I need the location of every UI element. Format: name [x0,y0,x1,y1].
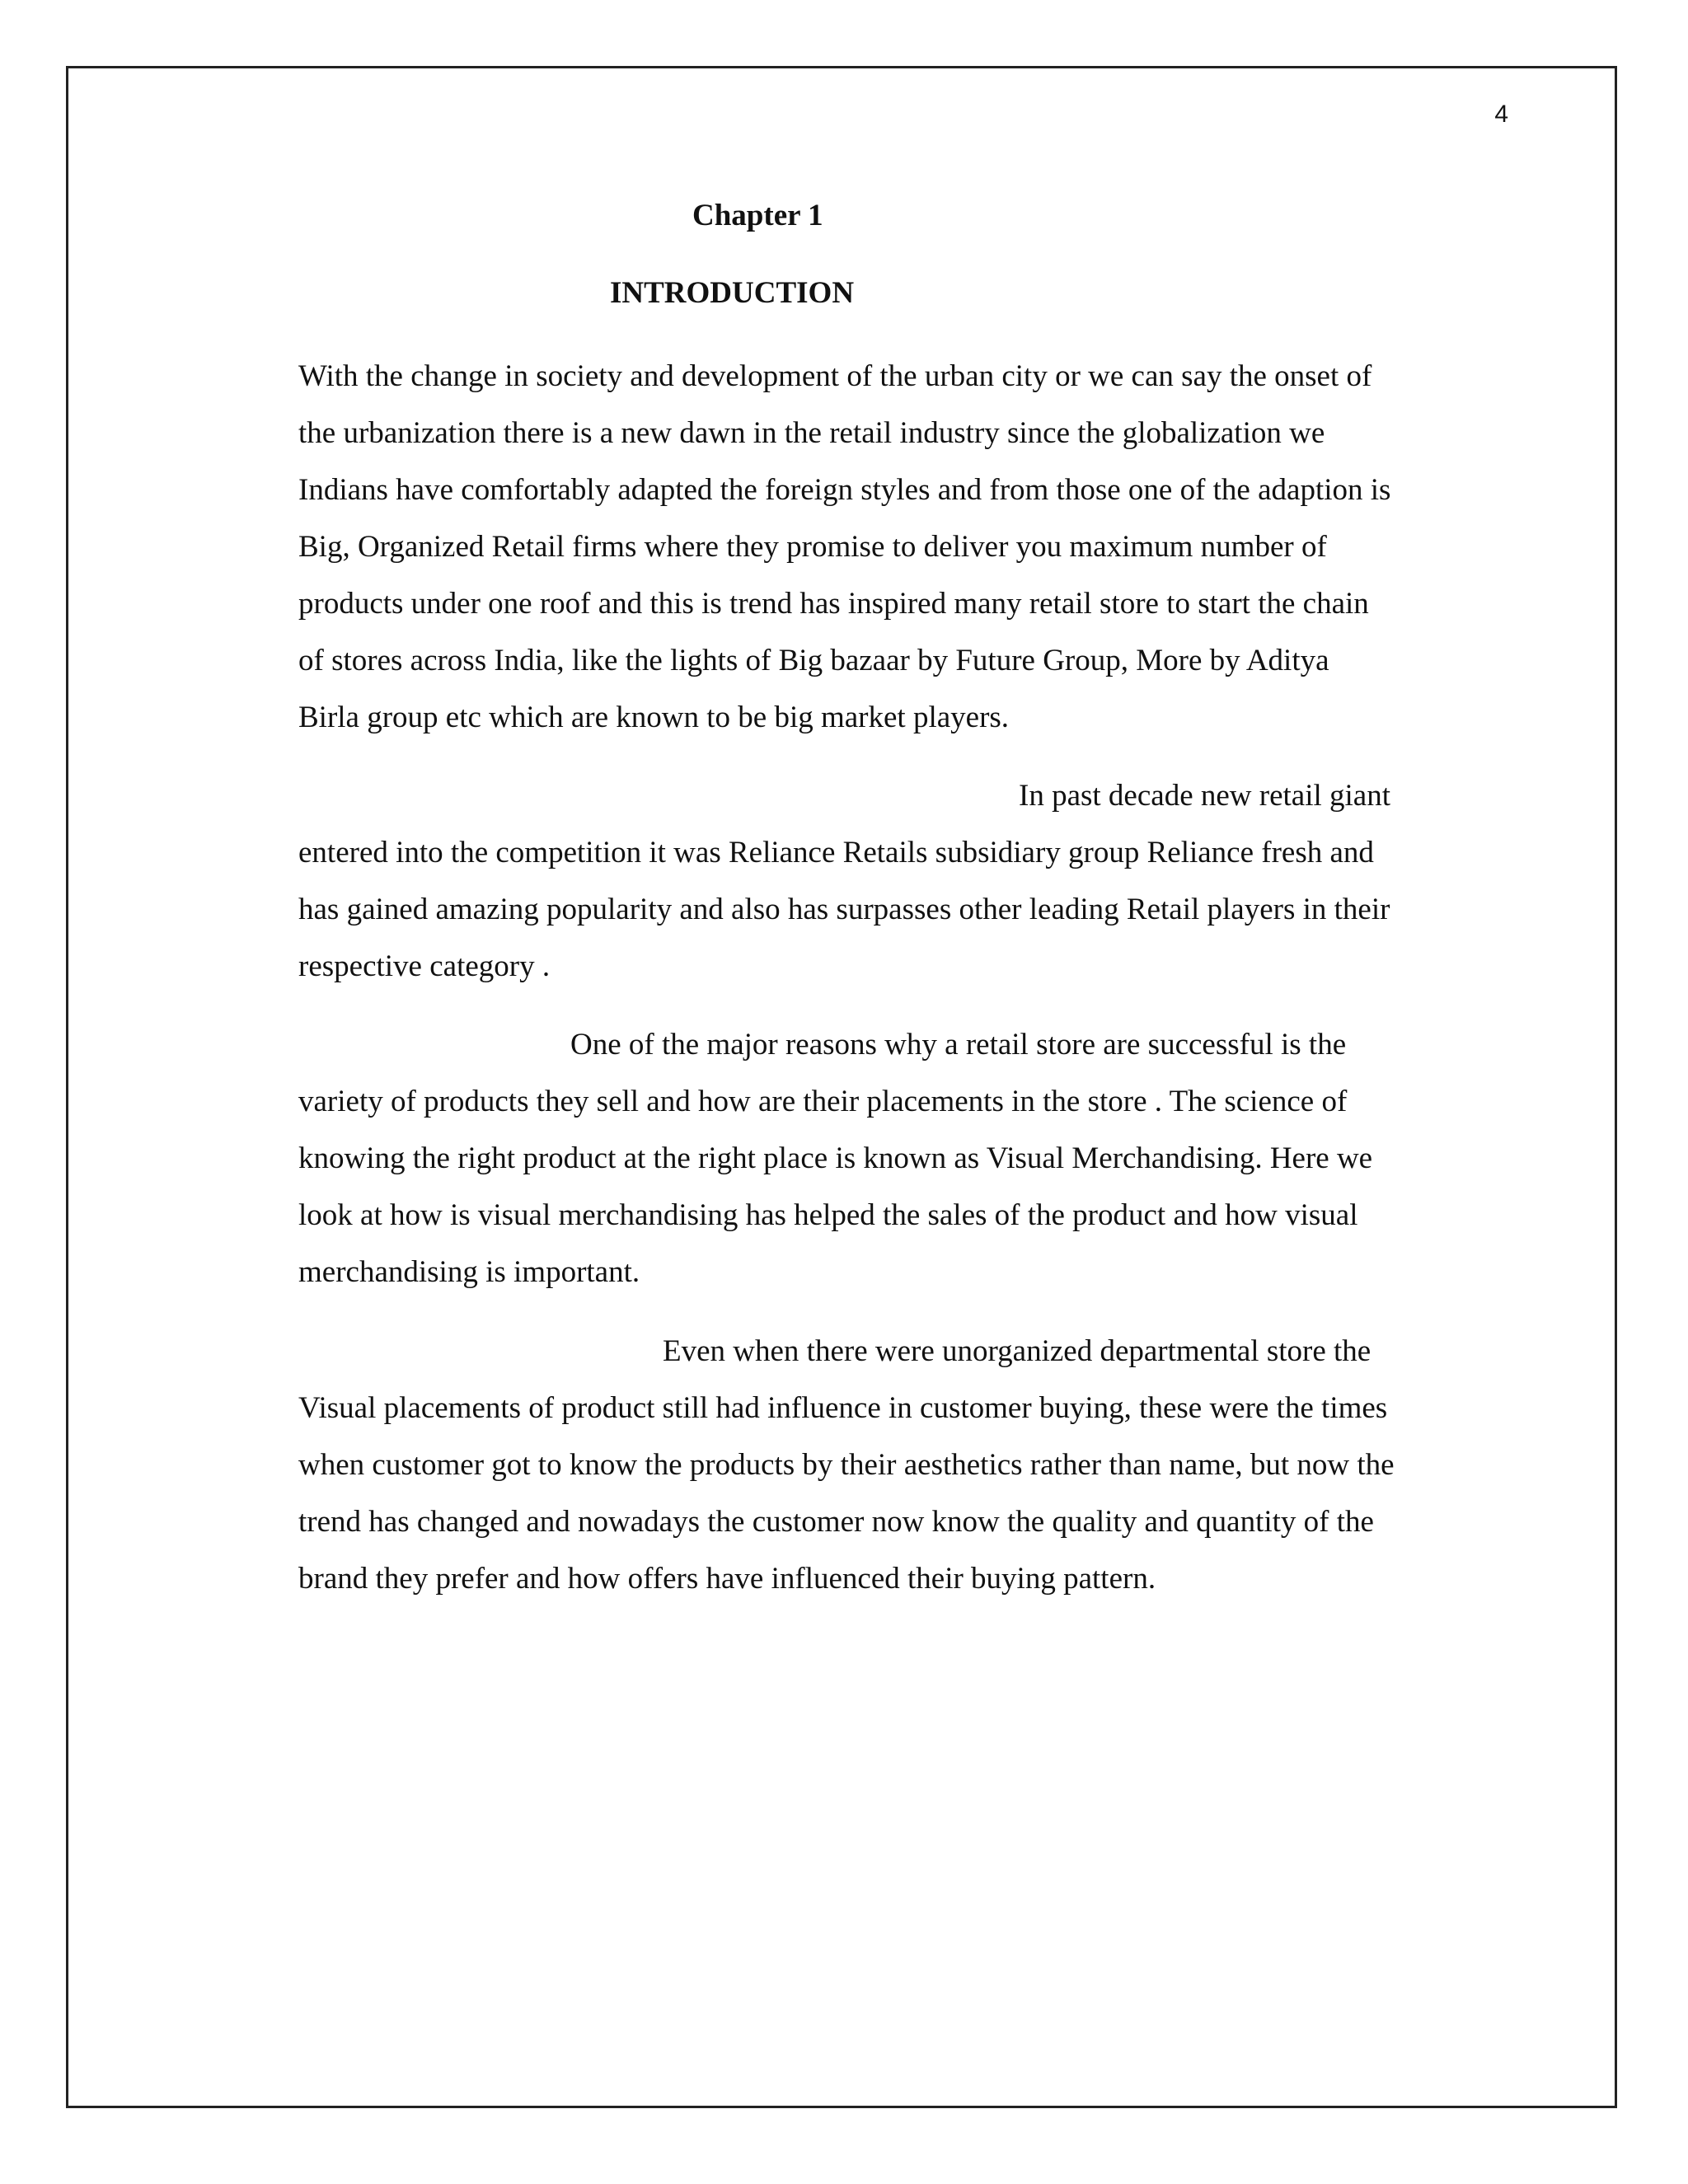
text-line: look at how is visual merchandising has helped the sales of the product and how visual [298,1198,1358,1232]
chapter-title: INTRODUCTION [610,276,855,310]
text-line: trend has changed and nowadays the customer now know the quality and quantity of the [298,1505,1374,1539]
text-line: Visual placements of product still had influence in customer buying, these were the times [298,1391,1388,1425]
text-line: has gained amazing popularity and also has surpasses other leading Retail players in their [298,893,1390,926]
page-number: 4 [1494,101,1508,128]
text-line: merchandising is important. [298,1255,640,1289]
text-line: the urbanization there is a new dawn in the retail industry since the globalization we [298,416,1325,450]
text-line: when customer got to know the products by their aesthetics rather than name, but now the [298,1448,1395,1482]
text-line: Big, Organized Retail firms where they promise to deliver you maximum number of [298,530,1327,564]
text-line: Birla group etc which are known to be big market players. [298,701,1010,734]
text-line: In past decade new retail giant [1019,779,1390,813]
text-line: With the change in society and development of the urban city or we can say the onset of [298,359,1372,393]
text-line: brand they prefer and how offers have influenced their buying pattern. [298,1562,1156,1596]
text-line: products under one roof and this is trend has inspired many retail store to start the chain [298,587,1369,621]
text-line: entered into the competition it was Reliance Retails subsidiary group Reliance fresh and [298,836,1374,869]
text-line: Even when there were unorganized departmental store the [663,1334,1372,1368]
text-line: One of the major reasons why a retail store are successful is the [570,1028,1347,1062]
text-line: respective category . [298,949,551,983]
text-line: Indians have comfortably adapted the foreign styles and from those one of the adaption is [298,473,1391,507]
chapter-label: Chapter 1 [692,199,823,232]
text-line: variety of products they sell and how are their placements in the store . The science of [298,1085,1348,1118]
text-line: of stores across India, like the lights of Big bazaar by Future Group, More by Aditya [298,644,1329,677]
text-line: knowing the right product at the right place is known as Visual Merchandising. Here we [298,1141,1373,1175]
